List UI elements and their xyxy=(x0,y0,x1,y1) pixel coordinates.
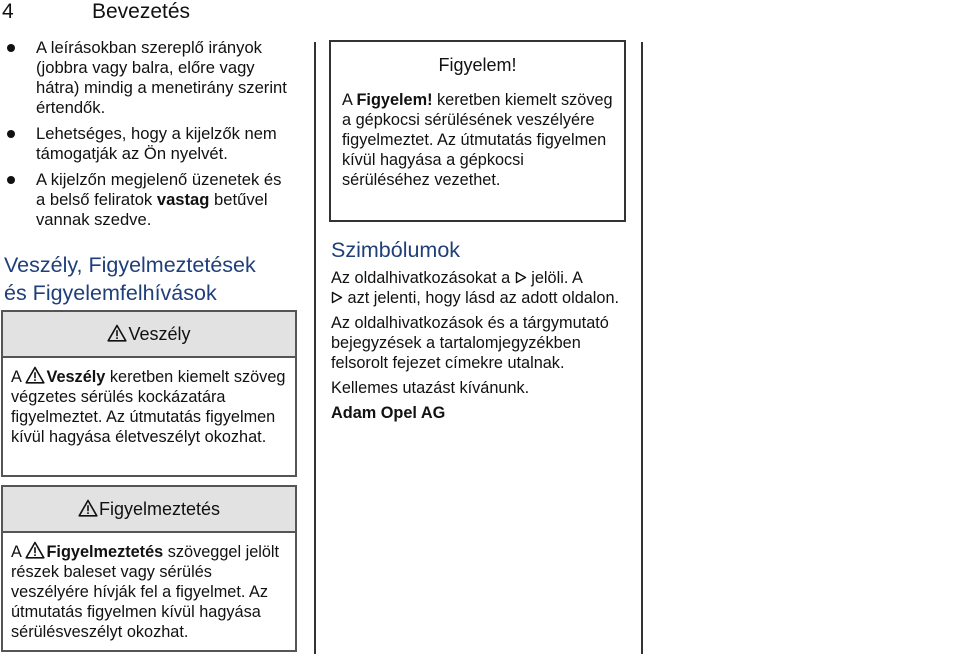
section-heading xyxy=(4,251,304,307)
danger-box xyxy=(1,310,297,477)
warning-triangle-icon xyxy=(25,541,45,559)
warning-body-pre: A xyxy=(11,543,26,561)
symbols-p1-post: azt jelenti, hogy lásd az adott oldalon. xyxy=(343,289,620,307)
bullet-text-bold: vastag xyxy=(156,190,210,209)
list-item xyxy=(5,38,295,118)
danger-body-pre: A xyxy=(11,368,26,386)
page-number: 4 xyxy=(2,0,14,23)
bullet-icon xyxy=(7,44,15,52)
warning-triangle-icon xyxy=(107,324,127,342)
danger-body-post: keretben kiemelt szöveg végzetes sérülés kockázatára figyelmeztet. Az útmutatás figyelmen kívül hagyása életveszélyt okozhat. xyxy=(11,368,286,446)
symbols-section xyxy=(331,236,631,428)
left-column xyxy=(5,38,295,236)
warning-box-body xyxy=(3,533,295,650)
symbols-paragraph: Kellemes utazást kívánunk. xyxy=(331,379,530,397)
notice-body-bold: Figyelem! xyxy=(356,91,433,109)
page-reference-arrow-icon xyxy=(331,291,343,304)
symbols-heading: Szimbólumok xyxy=(331,238,461,262)
warning-box-title: Figyelmeztetés xyxy=(98,499,221,519)
list-item xyxy=(5,124,295,164)
symbols-paragraph xyxy=(331,268,631,308)
bullet-text: Lehetséges, hogy a kijelzők nem támogatják az Ön nyelvét. xyxy=(36,124,277,163)
symbols-paragraph: Az oldalhivatkozások és a tárgymutató bejegyzések a tartalomjegyzékben felsorolt fejezet címekre utalnak. xyxy=(331,314,609,372)
column-divider xyxy=(314,42,316,654)
notice-box-title: Figyelem! xyxy=(438,55,517,75)
signature: Adam Opel AG xyxy=(331,404,446,422)
section-heading-line: és Figyelemfelhívások xyxy=(4,281,217,305)
column-divider xyxy=(641,42,643,654)
bullet-icon xyxy=(7,176,15,184)
warning-body-bold: Figyelmeztetés xyxy=(46,543,164,561)
warning-body-post: szöveggel jelölt részek baleset vagy sérülés veszélyére hívják fel a figyelmet. Az útmutatás figyelmen kívül hagyása sérülésveszélyt okozhat. xyxy=(11,543,280,641)
symbols-p1-pre: Az oldalhivatkozásokat a xyxy=(331,269,515,287)
warning-triangle-icon xyxy=(25,366,45,384)
warning-triangle-icon xyxy=(78,499,98,517)
danger-box-title: Veszély xyxy=(128,324,191,344)
section-heading-line: Veszély, Figyelmeztetések xyxy=(4,253,256,277)
bullet-icon xyxy=(7,130,15,138)
warning-box xyxy=(1,485,297,652)
chapter-title: Bevezetés xyxy=(92,0,191,23)
list-item xyxy=(5,170,295,230)
danger-body-bold: Veszély xyxy=(46,368,106,386)
bullet-text: A leírásokban szereplő irányok (jobbra vagy balra, előre vagy hátra) mindig a menetirány szerint értendők. xyxy=(36,38,287,117)
bullet-text-pre: A kijelzőn megjelenő üzenetek és a belső feliratok xyxy=(36,170,282,209)
notice-box-body xyxy=(331,84,624,190)
warning-box-header xyxy=(3,487,295,533)
bullet-text-post: betűvel vannak szedve. xyxy=(36,190,268,229)
bullet-list xyxy=(5,38,295,230)
symbols-p1-mid: jelöli. A xyxy=(526,269,583,287)
notice-box xyxy=(329,40,626,222)
notice-body-post: keretben kiemelt szöveg a gépkocsi sérülésének veszélyére figyelmeztet. Az útmutatás figyelmen kívül hagyása a gépkocsi sérüléséhez vezethet. xyxy=(342,91,613,189)
danger-box-header xyxy=(3,312,295,358)
page-reference-arrow-icon xyxy=(515,271,527,284)
notice-body-pre: A xyxy=(342,91,357,109)
danger-box-body xyxy=(3,358,295,455)
